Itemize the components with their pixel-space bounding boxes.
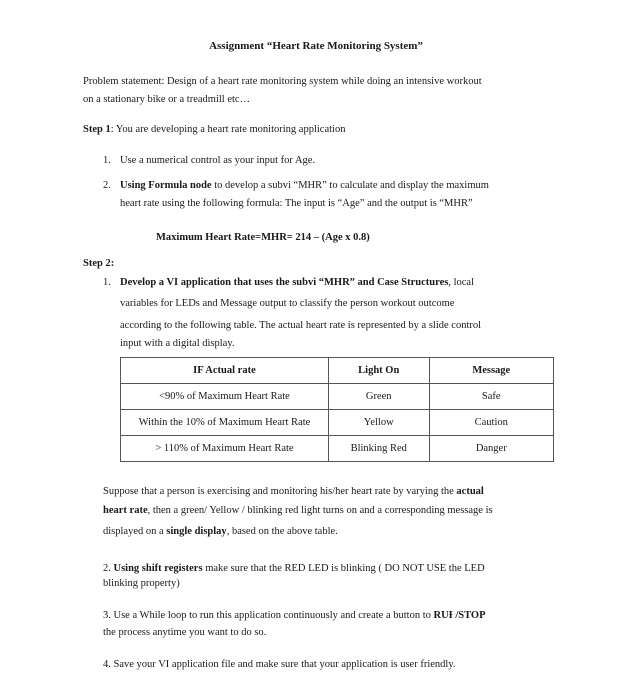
list-number: 2. (103, 563, 111, 574)
list-number: 4. (103, 659, 111, 670)
step-2-item-1-line-4: input with a digital display. (120, 338, 235, 349)
page-title: Assignment “Heart Rate Monitoring System” (209, 40, 423, 52)
table-cell: Yellow (328, 410, 429, 436)
list-item-text: Use a While loop to run this application continuously and create a button to (113, 610, 434, 621)
step-2-heading: Step 2: (83, 258, 115, 269)
step-2-item-1 (103, 277, 474, 288)
suppose-text: , based on the above table. (226, 526, 338, 537)
suppose-bold: single display (166, 526, 227, 537)
problem-statement-line-1: Problem statement: Design of a heart rate monitoring system while doing an intensive workout (83, 76, 482, 87)
suppose-line-1 (103, 486, 484, 497)
step-2-item-4 (103, 659, 456, 670)
list-number: 2. (103, 180, 111, 191)
list-item-bold: Using Formula node (120, 180, 212, 191)
step-1-text: : You are developing a heart rate monitoring application (110, 124, 346, 135)
table-cell: Green (328, 384, 429, 410)
table-cell: Within the 10% of Maximum Heart Rate (121, 410, 329, 436)
suppose-line-3 (103, 526, 338, 537)
table-cell: > 110% of Maximum Heart Rate (121, 436, 329, 462)
table-row (121, 410, 554, 436)
mhr-formula: Maximum Heart Rate=MHR= 214 – (Age x 0.8) (156, 232, 370, 243)
list-item-bold: RUƗ /STOP (433, 610, 486, 621)
suppose-bold: actual (456, 486, 484, 497)
list-item-text: Save your VI application file and make sure that your application is user friendly. (113, 659, 456, 670)
step-2-item-1-line-3: according to the following table. The actual heart rate is represented by a slide control (120, 320, 482, 331)
suppose-line-2 (103, 505, 493, 516)
problem-statement-line-2: on a stationary bike or a treadmill etc… (83, 94, 251, 105)
list-item-bold: Develop a VI application that uses the subvi “MHR” and Case Structures (120, 277, 449, 288)
list-number: 3. (103, 610, 111, 621)
suppose-bold: heart rate (103, 505, 148, 516)
table-cell: Danger (429, 436, 553, 462)
step-1-item-2-line-2: heart rate using the following formula: The input is “Age” and the output is “MHR” (120, 198, 473, 209)
list-item-bold: Using shift registers (113, 563, 203, 574)
list-item-text: make sure that the RED LED is blinking ( DO NOT USE the LED (202, 563, 485, 574)
list-item-text: Use a numerical control as your input for Age. (120, 155, 316, 166)
table-header: Light On (328, 358, 429, 384)
table-header: Message (429, 358, 553, 384)
step-2-item-2-line-2: blinking property) (103, 578, 180, 589)
table-cell: Caution (429, 410, 553, 436)
list-number: 1. (103, 277, 111, 288)
step-2-item-2 (103, 563, 485, 574)
step-1-item-1 (103, 155, 315, 166)
suppose-text: displayed on a (103, 526, 167, 537)
step-2-item-3 (103, 610, 486, 621)
step-2-item-1-line-2: variables for LEDs and Message output to classify the person workout outcome (120, 298, 455, 309)
list-item-text: , local (448, 277, 475, 288)
table-header-row (121, 358, 554, 384)
list-number: 1. (103, 155, 111, 166)
table-cell: <90% of Maximum Heart Rate (121, 384, 329, 410)
step-2-item-3-line-2: the process anytime you want to do so. (103, 627, 267, 638)
step-1-label: Step 1 (83, 124, 111, 135)
suppose-text: , then a green/ Yellow / blinking red light turns on and a corresponding message is (147, 505, 493, 516)
heart-rate-table (120, 357, 554, 462)
step-1-heading (83, 124, 345, 135)
table-cell: Blinking Red (328, 436, 429, 462)
table-cell: Safe (429, 384, 553, 410)
step-1-item-2 (103, 180, 489, 191)
list-item-text: to develop a subvi “MHR” to calculate and display the maximum (211, 180, 489, 191)
table-header: IF Actual rate (121, 358, 329, 384)
suppose-text: Suppose that a person is exercising and monitoring his/her heart rate by varying the (103, 486, 457, 497)
table-row (121, 384, 554, 410)
table-row (121, 436, 554, 462)
